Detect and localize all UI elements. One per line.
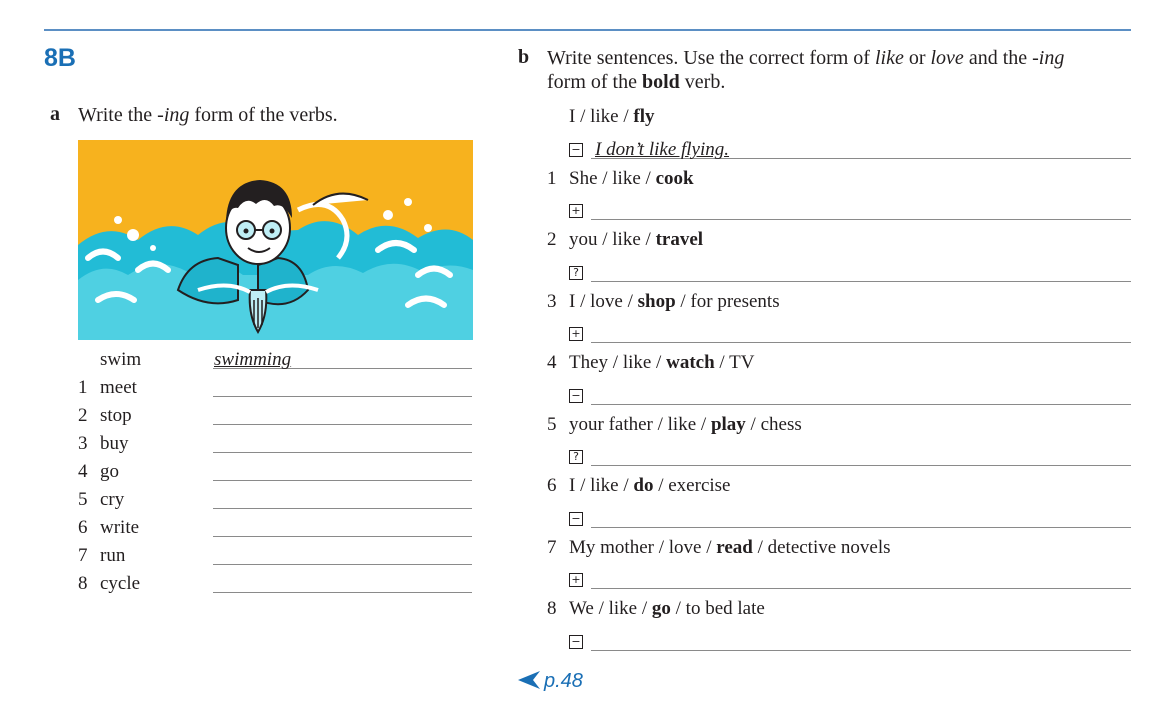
answer-line[interactable] [213,564,472,565]
prompt-text: I / like / fly [569,106,655,127]
answer-line[interactable] [213,424,472,425]
plus-icon: + [569,204,583,218]
item-number: 8 [78,573,88,594]
answer-line[interactable] [591,465,1131,466]
word-verb: run [100,545,126,566]
word-verb: cry [100,489,125,510]
answer-line[interactable] [213,480,472,481]
word-verb: stop [100,405,132,426]
answer-line[interactable] [213,536,472,537]
minus-icon: − [569,389,583,403]
prompt-text: you / like / travel [569,229,704,250]
item-number: 5 [78,489,88,510]
question-icon: ? [569,450,583,464]
exercise-b-instruction: Write sentences. Use the correct form of like or love and the -ing form of the bold verb. [547,47,1065,93]
prompt-text: She / like / cook [569,168,694,189]
word-row [78,433,473,461]
item-number: 7 [547,537,557,558]
exercise-a-letter: a [50,103,60,125]
answer-line[interactable] [591,527,1131,528]
prompt-text: your father / like / play / chess [569,414,802,435]
sentence-answer-row [569,446,1131,470]
prompt-text: I / love / shop / for presents [569,291,780,312]
word-verb: go [100,461,119,482]
item-number: 2 [547,229,557,250]
answer-line[interactable] [213,396,472,397]
answer-line[interactable] [591,404,1131,405]
plus-icon: + [569,327,583,341]
minus-icon: − [569,635,583,649]
word-example-row [78,349,473,377]
word-row [78,517,473,545]
item-number: 1 [78,377,88,398]
minus-icon: − [569,143,583,157]
prompt-text: We / like / go / to bed late [569,598,765,619]
word-verb: meet [100,377,137,398]
sentence-answer-row [569,323,1131,347]
item-number: 6 [78,517,88,538]
question-icon: ? [569,266,583,280]
sentence-answer-row [569,262,1131,286]
item-number: 1 [547,168,557,189]
word-verb: cycle [100,573,141,594]
item-number: 6 [547,475,557,496]
item-number: 2 [78,405,88,426]
prompt-text: I / like / do / exercise [569,475,731,496]
exercise-b-letter: b [518,46,530,68]
item-number: 3 [547,291,557,312]
swimmer-illustration [78,140,473,340]
answer-line[interactable] [591,588,1131,589]
word-verb: swim [100,349,142,370]
page-reference-link[interactable] [518,670,583,693]
answer-line[interactable] [591,281,1131,282]
sentence-answer-row [569,385,1131,409]
item-number: 3 [78,433,88,454]
item-number: 8 [547,598,557,619]
top-rule [44,29,1131,31]
sentence-example-answer: I don’t like flying. [595,139,730,160]
sentence-answer-row [569,569,1131,593]
minus-icon: − [569,512,583,526]
sentence-answer-row [569,631,1131,655]
sentence-answer-row [569,200,1131,224]
word-row [78,489,473,517]
page-reference-text: p.48 [544,670,583,692]
prompt-text: My mother / love / read / detective novels [569,537,891,558]
answer-line[interactable] [213,508,472,509]
answer-line[interactable] [213,452,472,453]
exercise-a-instruction: Write the -ing form of the verbs. [78,104,338,126]
word-row [78,377,473,405]
word-verb: write [100,517,140,538]
plus-icon: + [569,573,583,587]
item-number: 4 [547,352,557,373]
word-row [78,405,473,433]
back-arrow-icon [518,671,540,689]
sentence-example-answer-row [569,139,1131,163]
word-row [78,573,473,601]
word-row [78,545,473,573]
prompt-text: They / like / watch / TV [569,352,755,373]
answer-line[interactable] [591,219,1131,220]
item-number: 7 [78,545,88,566]
unit-label: 8B [44,44,76,72]
answer-line[interactable] [591,342,1131,343]
word-verb: buy [100,433,129,454]
word-example-answer: swimming [214,349,292,370]
word-row [78,461,473,489]
item-number: 4 [78,461,88,482]
item-number: 5 [547,414,557,435]
answer-line[interactable] [213,592,472,593]
sentence-answer-row [569,508,1131,532]
answer-line[interactable] [591,650,1131,651]
